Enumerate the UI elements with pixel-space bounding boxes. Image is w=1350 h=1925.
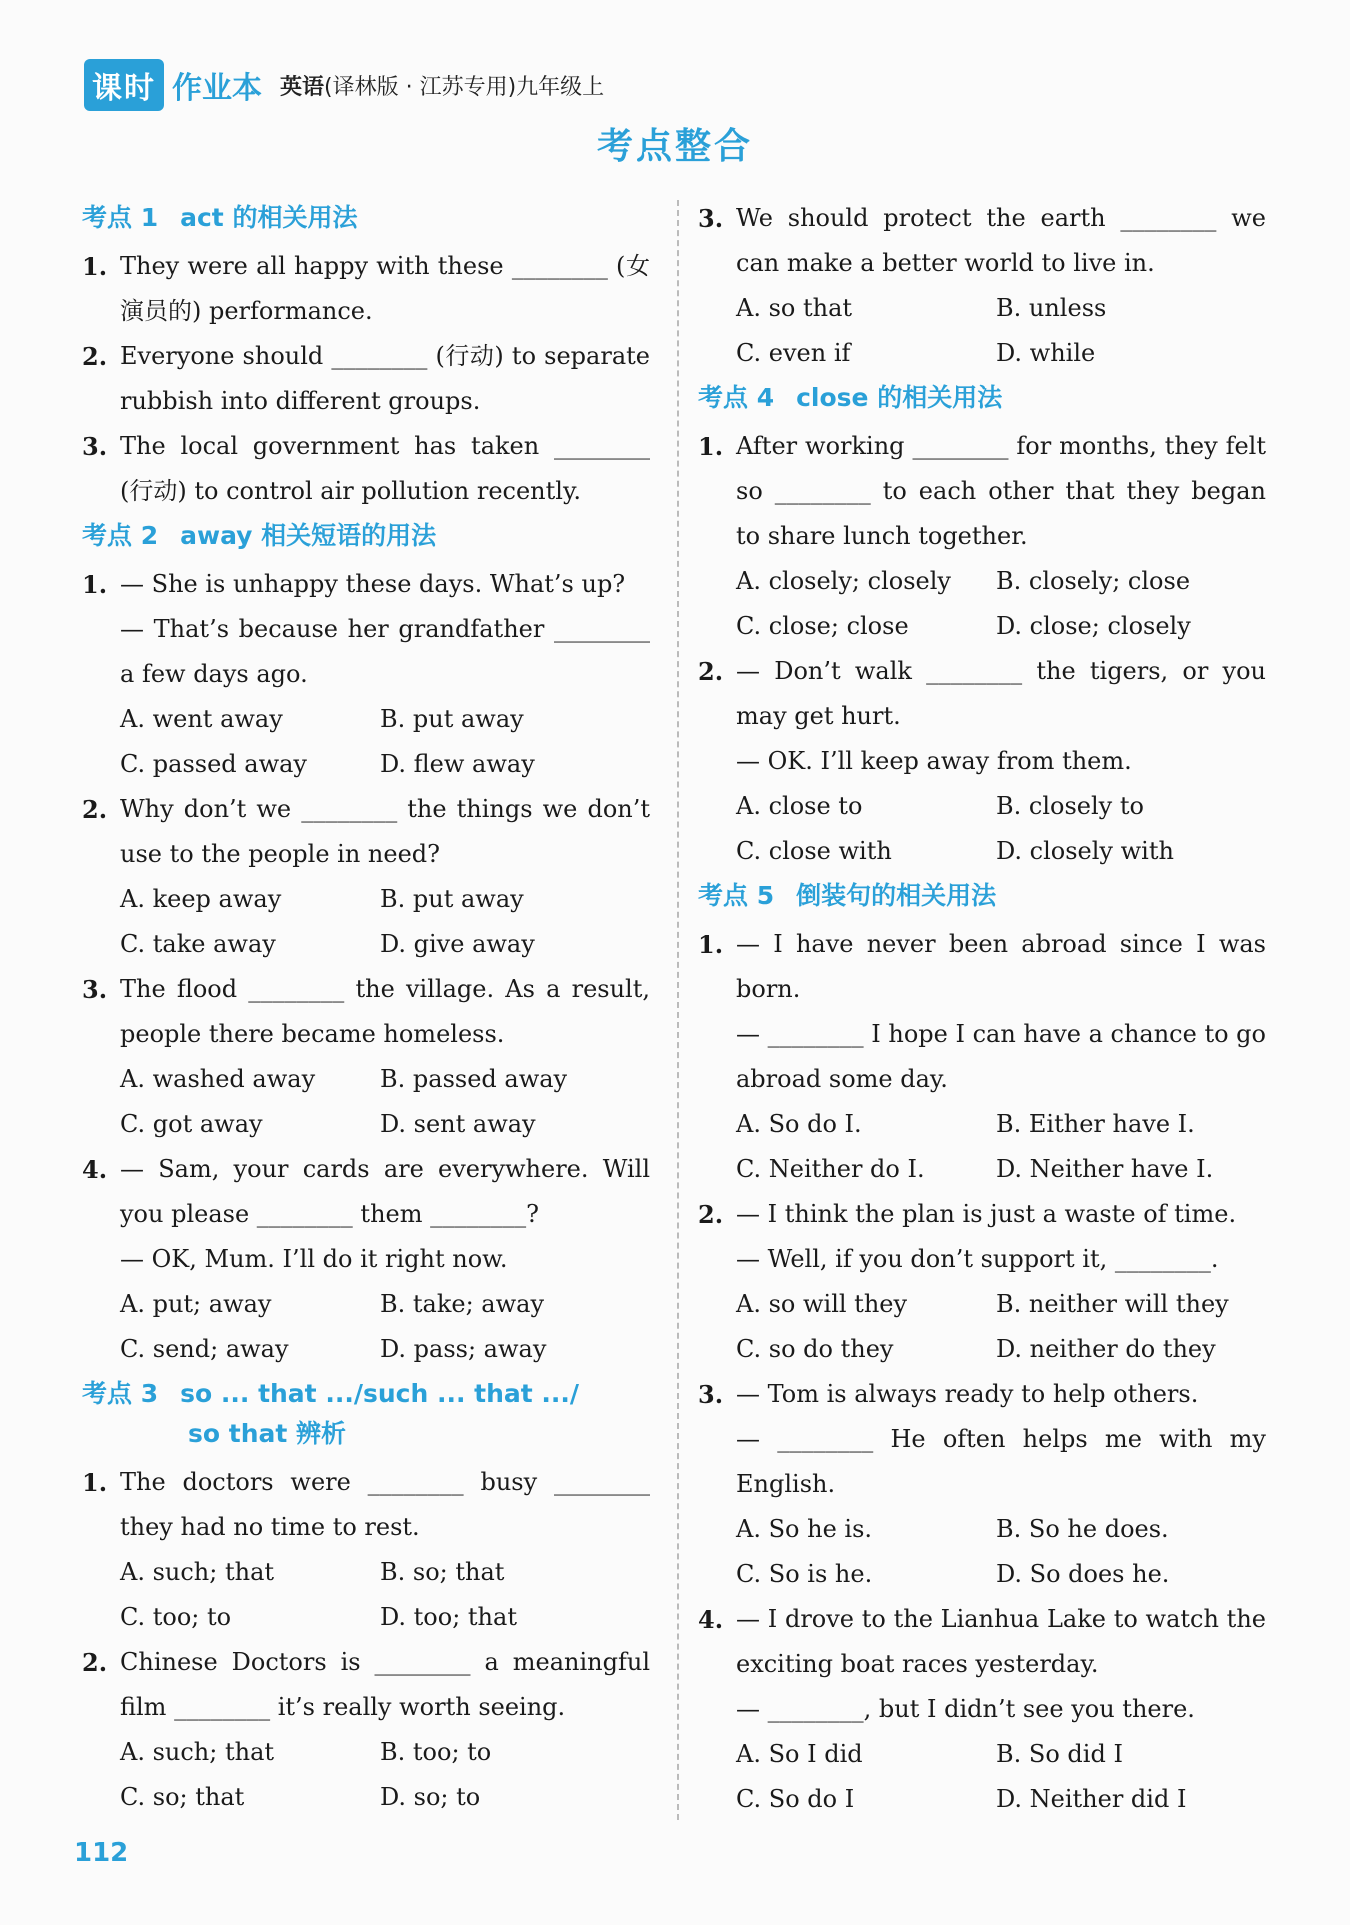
answer-options (698, 1507, 1266, 1597)
question-text: They were all happy with these ________ (女演员的) performance. (120, 252, 650, 325)
question-text: Chinese Doctors is ________ a meaningful film ________ it’s really worth seeing. (120, 1648, 650, 1721)
answer-option: B. passed away (380, 1065, 568, 1093)
question (82, 562, 650, 697)
answer-option: C. So do I (736, 1785, 855, 1813)
page-number: 112 (74, 1838, 129, 1868)
answer-options (82, 1057, 650, 1147)
answer-options (82, 697, 650, 787)
answer-option: A. washed away (120, 1065, 316, 1093)
question (698, 649, 1266, 784)
question-text: — ________ I hope I can have a chance to go abroad some day. (736, 1020, 1266, 1093)
question-number: 3. (698, 1380, 724, 1409)
section-heading (82, 1374, 650, 1454)
question (698, 1372, 1266, 1507)
answer-option: D. give away (380, 930, 535, 958)
answer-option: D. pass; away (380, 1335, 547, 1363)
question-number: 1. (82, 570, 108, 599)
answer-options (698, 1282, 1266, 1372)
subject-name: 英语 (280, 74, 325, 100)
answer-option: A. such; that (120, 1738, 275, 1766)
answer-options (698, 559, 1266, 649)
question-text: — ________, but I didn’t see you there. (736, 1695, 1195, 1723)
answer-option: B. closely to (996, 792, 1144, 820)
answer-option: D. Neither did I (996, 1785, 1187, 1813)
left-column (82, 196, 650, 1820)
question-text: After working ________ for months, they felt so ________ to each other that they began to share lunch together. (736, 432, 1266, 550)
answer-option: B. put away (380, 705, 524, 733)
answer-option: A. such; that (120, 1558, 275, 1586)
answer-option: B. put away (380, 885, 524, 913)
question-number: 1. (82, 252, 108, 281)
answer-option: D. too; that (380, 1603, 517, 1631)
answer-option: C. close; close (736, 612, 909, 640)
question-number: 2. (82, 795, 108, 824)
question-number: 1. (82, 1468, 108, 1497)
answer-option: A. so will they (736, 1290, 908, 1318)
question (82, 424, 650, 514)
page-header (84, 60, 604, 110)
brand-logo: 课时 (84, 59, 164, 111)
answer-option: B. So he does. (996, 1515, 1169, 1543)
page-title: 考点整合 (596, 126, 753, 167)
question (82, 334, 650, 424)
answer-option: A. So do I. (736, 1110, 862, 1138)
section-tag: 考点 2 (82, 521, 159, 550)
answer-option: A. so that (736, 294, 853, 322)
question-text: — I drove to the Lianhua Lake to watch the exciting boat races yesterday. (736, 1605, 1266, 1678)
question-number: 3. (698, 204, 724, 233)
question-text: — That’s because her grandfather ________ a few days ago. (120, 615, 650, 688)
answer-option: D. Neither have I. (996, 1155, 1214, 1183)
answer-option: B. neither will they (996, 1290, 1229, 1318)
question-text: — Don’t walk ________ the tigers, or you may get hurt. (736, 657, 1266, 730)
section-tag: 考点 3 (82, 1379, 159, 1408)
answer-option: B. unless (996, 294, 1107, 322)
answer-option: D. while (996, 339, 1096, 367)
question-text: Why don’t we ________ the things we don’t use to the people in need? (120, 795, 650, 868)
question-text: — Well, if you don’t support it, ________. (736, 1245, 1219, 1273)
answer-options (82, 1730, 650, 1820)
answer-options (698, 286, 1266, 376)
question-text: — ________ He often helps me with my English. (736, 1425, 1266, 1498)
question-text: Everyone should ________ (行动) to separate rubbish into different groups. (120, 342, 650, 415)
question-number: 4. (82, 1155, 108, 1184)
question-number: 4. (698, 1605, 724, 1634)
question-number: 2. (698, 1200, 724, 1229)
question-text: — OK, Mum. I’ll do it right now. (120, 1245, 508, 1273)
question-number: 1. (698, 930, 724, 959)
question-text: — Sam, your cards are everywhere. Will you please ________ them ________? (120, 1155, 650, 1228)
question-number: 2. (82, 342, 108, 371)
answer-option: D. so; to (380, 1783, 481, 1811)
question (82, 1460, 650, 1550)
answer-option: A. close to (736, 792, 863, 820)
question-number: 2. (698, 657, 724, 686)
section-tag: 考点 1 (82, 203, 159, 232)
answer-option: C. close with (736, 837, 892, 865)
answer-option: A. went away (120, 705, 283, 733)
answer-option: A. So I did (736, 1740, 863, 1768)
section-title: so ... that .../such ... that .../ (180, 1379, 580, 1408)
section-title: away 相关短语的用法 (180, 521, 437, 550)
answer-option: B. Either have I. (996, 1110, 1195, 1138)
question (82, 1147, 650, 1282)
section-heading (82, 516, 650, 556)
question-text: — I think the plan is just a waste of time. (736, 1200, 1237, 1228)
question (82, 1640, 650, 1730)
question (82, 244, 650, 334)
section-title: 倒装句的相关用法 (796, 881, 997, 910)
answer-option: B. So did I (996, 1740, 1123, 1768)
answer-options (82, 1550, 650, 1640)
section-tag: 考点 4 (698, 383, 775, 412)
answer-option: A. keep away (120, 885, 282, 913)
answer-options (82, 1282, 650, 1372)
answer-options (698, 1102, 1266, 1192)
answer-option: D. closely with (996, 837, 1174, 865)
answer-options (698, 784, 1266, 874)
question-text: The flood ________ the village. As a result, people there became homeless. (120, 975, 650, 1048)
question-text: We should protect the earth ________ we can make a better world to live in. (736, 204, 1266, 277)
answer-option: C. send; away (120, 1335, 289, 1363)
answer-option: C. too; to (120, 1603, 232, 1631)
question (82, 787, 650, 877)
brand-name: 作业本 (172, 71, 262, 106)
section-title: close 的相关用法 (796, 383, 1003, 412)
answer-option: D. So does he. (996, 1560, 1170, 1588)
subject-edition: (译林版 · 江苏专用)九年级上 (324, 74, 605, 100)
section-heading (82, 198, 650, 238)
question (698, 922, 1266, 1102)
question (698, 196, 1266, 286)
answer-option: A. closely; closely (736, 567, 951, 595)
section-heading (698, 876, 1266, 916)
question-number: 3. (82, 432, 108, 461)
question-text: The local government has taken ________ (行动) to control air pollution recently. (120, 432, 650, 505)
answer-option: D. close; closely (996, 612, 1191, 640)
right-column (698, 196, 1266, 1822)
section-tag: 考点 5 (698, 881, 775, 910)
answer-option: D. flew away (380, 750, 535, 778)
section-title-line2: so that 辨析 (188, 1419, 347, 1448)
question (698, 1597, 1266, 1732)
answer-option: C. even if (736, 339, 851, 367)
question (698, 1192, 1266, 1282)
answer-option: D. neither do they (996, 1335, 1216, 1363)
section-title: act 的相关用法 (180, 203, 358, 232)
question-text: — I have never been abroad since I was born. (736, 930, 1266, 1003)
answer-options (698, 1732, 1266, 1822)
answer-option: C. take away (120, 930, 276, 958)
answer-option: A. put; away (120, 1290, 272, 1318)
section-heading (698, 378, 1266, 418)
book-subject (280, 70, 604, 101)
question-number: 1. (698, 432, 724, 461)
question (82, 967, 650, 1057)
answer-option: B. take; away (380, 1290, 545, 1318)
answer-option: C. so; that (120, 1783, 245, 1811)
question-text: The doctors were ________ busy ________ they had no time to rest. (120, 1468, 650, 1541)
question-text: — OK. I’ll keep away from them. (736, 747, 1132, 775)
answer-option: C. Neither do I. (736, 1155, 925, 1183)
question-text: — She is unhappy these days. What’s up? (120, 570, 626, 598)
answer-option: C. so do they (736, 1335, 894, 1363)
answer-option: D. sent away (380, 1110, 536, 1138)
answer-option: C. passed away (120, 750, 307, 778)
answer-option: C. So is he. (736, 1560, 873, 1588)
question (698, 424, 1266, 559)
answer-options (82, 877, 650, 967)
answer-option: B. so; that (380, 1558, 505, 1586)
answer-option: A. So he is. (736, 1515, 873, 1543)
answer-option: B. too; to (380, 1738, 492, 1766)
question-text: — Tom is always ready to help others. (736, 1380, 1199, 1408)
answer-option: B. closely; close (996, 567, 1191, 595)
question-number: 3. (82, 975, 108, 1004)
answer-option: C. got away (120, 1110, 263, 1138)
question-number: 2. (82, 1648, 108, 1677)
